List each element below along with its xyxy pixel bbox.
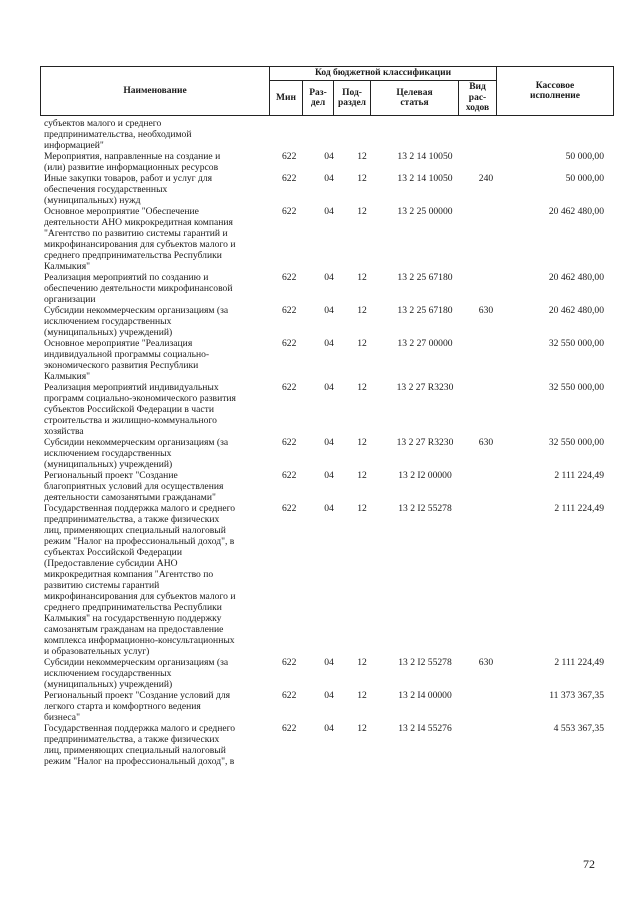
row-min: 622 xyxy=(282,272,297,283)
row-celevaya-statya: 13 2 25 67180 xyxy=(397,305,453,316)
header-vid: Вид рас- ходов xyxy=(459,81,497,116)
row-kassovoe-ispolnenie xyxy=(502,118,604,151)
row-razdel: 04 xyxy=(324,272,334,283)
row-razdel: 04 xyxy=(324,151,334,162)
row-kassovoe-ispolnenie: 50 000,00 xyxy=(565,173,604,184)
row-min: 622 xyxy=(282,151,297,162)
row-min: 622 xyxy=(282,470,297,481)
row-celevaya-statya: 13 2 27 00000 xyxy=(397,338,453,349)
row-razdel: 04 xyxy=(324,723,334,734)
table-row xyxy=(44,305,604,338)
row-celevaya-statya: 13 2 I2 55278 xyxy=(398,503,452,514)
row-vid-rashodov: 240 xyxy=(478,173,494,184)
row-podrazdel: 12 xyxy=(357,338,367,349)
row-min: 622 xyxy=(282,437,297,448)
table-body xyxy=(44,118,604,767)
row-vid-rashodov xyxy=(470,272,502,305)
row-vid-rashodov xyxy=(470,690,502,723)
row-name: Субсидии некоммерческим организациям (за исключением государственных (муниципальных) учреждений) xyxy=(44,305,229,338)
header-name: Наименование xyxy=(41,67,270,116)
row-kassovoe-ispolnenie: 2 111 224,49 xyxy=(554,657,604,668)
row-razdel: 04 xyxy=(324,338,334,349)
header-kassovoe: Кассовое исполнение xyxy=(497,67,614,116)
table-row xyxy=(44,118,604,151)
row-name: Мероприятия, направленные на создание и (или) развитие информационных ресурсов xyxy=(44,151,221,173)
row-podrazdel: 12 xyxy=(357,437,367,448)
header-min: Мин xyxy=(270,81,303,116)
table-row xyxy=(44,470,604,503)
table-row xyxy=(44,272,604,305)
header-celevaya: Целевая статья xyxy=(371,81,459,116)
table-row xyxy=(44,382,604,437)
row-podrazdel: 12 xyxy=(357,382,367,393)
row-podrazdel xyxy=(344,118,380,151)
row-celevaya-statya: 13 2 14 10050 xyxy=(397,173,453,184)
row-celevaya-statya: 13 2 I2 55278 xyxy=(398,657,452,668)
row-name: Государственная поддержка малого и среднего предпринимательства, а также физических лиц, применяющих специальный налоговый режим "Налог на профессиональный доход", в xyxy=(44,723,236,767)
row-vid-rashodov xyxy=(470,206,502,272)
header-podrazdel: Под- раздел xyxy=(334,81,371,116)
row-min: 622 xyxy=(282,173,297,184)
row-name: Основное мероприятие "Обеспечение деятельности АНО микрокредитная компания "Агентство по развитию системы гарантий и микрофинансирования для субъектов малого и среднего предпринимательства Республики Калмыкия" xyxy=(44,206,236,272)
row-vid-rashodov xyxy=(470,503,502,657)
row-podrazdel: 12 xyxy=(357,470,367,481)
row-min xyxy=(274,118,314,151)
row-vid-rashodov xyxy=(470,470,502,503)
row-vid-rashodov: 630 xyxy=(478,305,494,316)
table-row xyxy=(44,437,604,470)
table-row xyxy=(44,690,604,723)
table-row xyxy=(44,503,604,657)
row-razdel: 04 xyxy=(324,437,334,448)
row-vid-rashodov xyxy=(470,338,502,382)
row-podrazdel: 12 xyxy=(357,272,367,283)
row-name: Иные закупки товаров, работ и услуг для обеспечения государственных (муниципальных) нужд xyxy=(44,173,213,206)
row-kassovoe-ispolnenie: 20 462 480,00 xyxy=(548,305,604,316)
row-name: Региональный проект "Создание условий для легкого старта и комфортного ведения бизнеса" xyxy=(44,690,231,723)
row-razdel: 04 xyxy=(324,382,334,393)
row-razdel xyxy=(314,118,344,151)
row-name: Субсидии некоммерческим организациям (за исключением государственных (муниципальных) учреждений) xyxy=(44,657,229,690)
row-podrazdel: 12 xyxy=(357,206,367,217)
row-kassovoe-ispolnenie: 32 550 000,00 xyxy=(548,338,604,349)
row-podrazdel: 12 xyxy=(357,723,367,734)
row-name: Субсидии некоммерческим организациям (за исключением государственных (муниципальных) учреждений) xyxy=(44,437,229,470)
table-row xyxy=(44,338,604,382)
row-celevaya-statya: 13 2 I2 00000 xyxy=(398,470,452,481)
row-celevaya-statya: 13 2 27 R3230 xyxy=(396,382,454,393)
row-razdel: 04 xyxy=(324,690,334,701)
row-kassovoe-ispolnenie: 11 373 367,35 xyxy=(549,690,604,701)
row-min: 622 xyxy=(282,338,297,349)
row-podrazdel: 12 xyxy=(357,151,367,162)
row-vid-rashodov xyxy=(470,723,502,767)
row-name: Основное мероприятие "Реализация индивидуальной программы социально- экономического развития Республики Калмыкия" xyxy=(44,338,210,382)
row-kassovoe-ispolnenie: 2 111 224,49 xyxy=(554,470,604,481)
table-row xyxy=(44,151,604,173)
row-razdel: 04 xyxy=(324,305,334,316)
row-razdel: 04 xyxy=(324,206,334,217)
row-razdel: 04 xyxy=(324,470,334,481)
row-celevaya-statya: 13 2 27 R3230 xyxy=(396,437,454,448)
row-podrazdel: 12 xyxy=(357,657,367,668)
row-name: Реализация мероприятий индивидуальных программ социально-экономического развития субъектов Российской Федерации в части строительства и жилищно-коммунального хозяйства xyxy=(44,382,236,437)
row-min: 622 xyxy=(282,305,297,316)
row-razdel: 04 xyxy=(324,657,334,668)
row-razdel: 04 xyxy=(324,173,334,184)
row-vid-rashodov xyxy=(470,118,502,151)
row-kassovoe-ispolnenie: 20 462 480,00 xyxy=(548,206,604,217)
row-celevaya-statya: 13 2 I4 00000 xyxy=(398,690,452,701)
row-celevaya-statya: 13 2 25 00000 xyxy=(397,206,453,217)
row-celevaya-statya xyxy=(380,118,470,151)
row-celevaya-statya: 13 2 14 10050 xyxy=(397,151,453,162)
table-row xyxy=(44,206,604,272)
row-min: 622 xyxy=(282,503,297,514)
row-kassovoe-ispolnenie: 50 000,00 xyxy=(565,151,604,162)
row-name: Реализация мероприятий по созданию и обеспечению деятельности микрофинансовой организации xyxy=(44,272,233,305)
row-min: 622 xyxy=(282,382,297,393)
table-row xyxy=(44,657,604,690)
header-razdel: Раз- дел xyxy=(303,81,334,116)
row-vid-rashodov: 630 xyxy=(478,657,494,668)
row-kassovoe-ispolnenie: 20 462 480,00 xyxy=(548,272,604,283)
row-kassovoe-ispolnenie: 32 550 000,00 xyxy=(548,382,604,393)
row-podrazdel: 12 xyxy=(357,173,367,184)
row-min: 622 xyxy=(282,206,297,217)
row-vid-rashodov: 630 xyxy=(478,437,494,448)
table-row xyxy=(44,723,604,767)
row-min: 622 xyxy=(282,723,297,734)
row-kassovoe-ispolnenie: 4 553 367,35 xyxy=(553,723,604,734)
row-vid-rashodov xyxy=(470,151,502,173)
page-number: 72 xyxy=(583,857,595,871)
row-min: 622 xyxy=(282,690,297,701)
row-podrazdel: 12 xyxy=(357,305,367,316)
row-name: Государственная поддержка малого и среднего предпринимательства, а также физических лиц, применяющих специальный налоговый режим "Налог на профессиональный доход", в субъектах Российской Федерации (Предоставление субсидии АНО микрокредитная компания "Агентство по развитию системы гарантий микрофинансирования для субъектов малого и среднего предпринимательства Республики Калмыкия" на государственную поддержку самозанятым гражданам на предоставление комплекса информационно-консультационных и образовательных услуг) xyxy=(44,503,236,657)
row-name: субъектов малого и среднего предпринимательства, необходимой информацией" xyxy=(44,118,192,151)
row-razdel: 04 xyxy=(324,503,334,514)
row-min: 622 xyxy=(282,657,297,668)
row-podrazdel: 12 xyxy=(357,690,367,701)
table-row xyxy=(44,173,604,206)
row-podrazdel: 12 xyxy=(357,503,367,514)
row-vid-rashodov xyxy=(470,382,502,437)
row-celevaya-statya: 13 2 25 67180 xyxy=(397,272,453,283)
row-kassovoe-ispolnenie: 32 550 000,00 xyxy=(548,437,604,448)
row-name: Региональный проект "Создание благоприятных условий для осуществления деятельности самозанятыми гражданами" xyxy=(44,470,224,503)
row-kassovoe-ispolnenie: 2 111 224,49 xyxy=(554,503,604,514)
table-header xyxy=(40,66,614,116)
row-celevaya-statya: 13 2 I4 55276 xyxy=(398,723,452,734)
header-kbk: Код бюджетной классификации xyxy=(270,67,497,81)
